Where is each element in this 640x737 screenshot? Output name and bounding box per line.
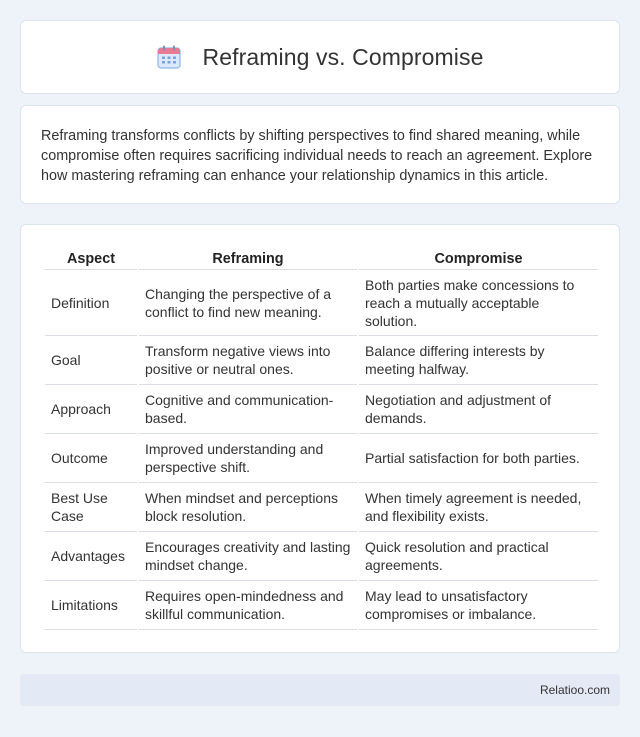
column-header-reframing: Reframing	[139, 245, 357, 270]
table-row	[45, 483, 598, 532]
table-row	[45, 581, 598, 630]
cell-reframing: Encourages creativity and lasting mindset change.	[139, 532, 357, 581]
table-row	[45, 336, 598, 385]
cell-aspect: Advantages	[45, 532, 137, 581]
column-header-aspect: Aspect	[45, 245, 137, 270]
header-card	[20, 20, 620, 94]
table-row	[45, 270, 598, 336]
cell-compromise: Quick resolution and practical agreements.	[359, 532, 598, 581]
cell-reframing: Changing the perspective of a conflict to find new meaning.	[139, 270, 357, 336]
cell-reframing: Cognitive and communication-based.	[139, 385, 357, 434]
calendar-icon	[156, 44, 182, 70]
cell-aspect: Definition	[45, 270, 137, 336]
cell-aspect: Approach	[45, 385, 137, 434]
table-row	[45, 385, 598, 434]
cell-compromise: May lead to unsatisfactory compromises or imbalance.	[359, 581, 598, 630]
comparison-table	[43, 245, 600, 630]
cell-reframing: Improved understanding and perspective shift.	[139, 434, 357, 483]
intro-card	[20, 105, 620, 204]
cell-compromise: Partial satisfaction for both parties.	[359, 434, 598, 483]
cell-reframing: Transform negative views into positive or neutral ones.	[139, 336, 357, 385]
page-title: Reframing vs. Compromise	[202, 43, 484, 70]
table-row	[45, 532, 598, 581]
cell-compromise: Negotiation and adjustment of demands.	[359, 385, 598, 434]
comparison-table-card	[20, 224, 620, 653]
intro-text: Reframing transforms conflicts by shifting perspectives to find shared meaning, while compromise often requires sacrificing individual needs to reach an agreement. Explore how mastering reframing can enhance your relationship dynamics in this article.	[41, 128, 593, 184]
column-header-compromise: Compromise	[359, 245, 598, 270]
cell-aspect: Goal	[45, 336, 137, 385]
cell-aspect: Limitations	[45, 581, 137, 630]
cell-aspect: Outcome	[45, 434, 137, 483]
cell-compromise: Balance differing interests by meeting halfway.	[359, 336, 598, 385]
cell-reframing: Requires open-mindedness and skillful communication.	[139, 581, 357, 630]
footer-bar	[20, 674, 620, 706]
footer-brand: Relatioo.com	[539, 683, 610, 697]
table-row	[45, 434, 598, 483]
cell-aspect: Best Use Case	[45, 483, 137, 532]
cell-reframing: When mindset and perceptions block resolution.	[139, 483, 357, 532]
cell-compromise: When timely agreement is needed, and flexibility exists.	[359, 483, 598, 532]
cell-compromise: Both parties make concessions to reach a mutually acceptable solution.	[359, 270, 598, 336]
table-header-row	[45, 245, 598, 270]
